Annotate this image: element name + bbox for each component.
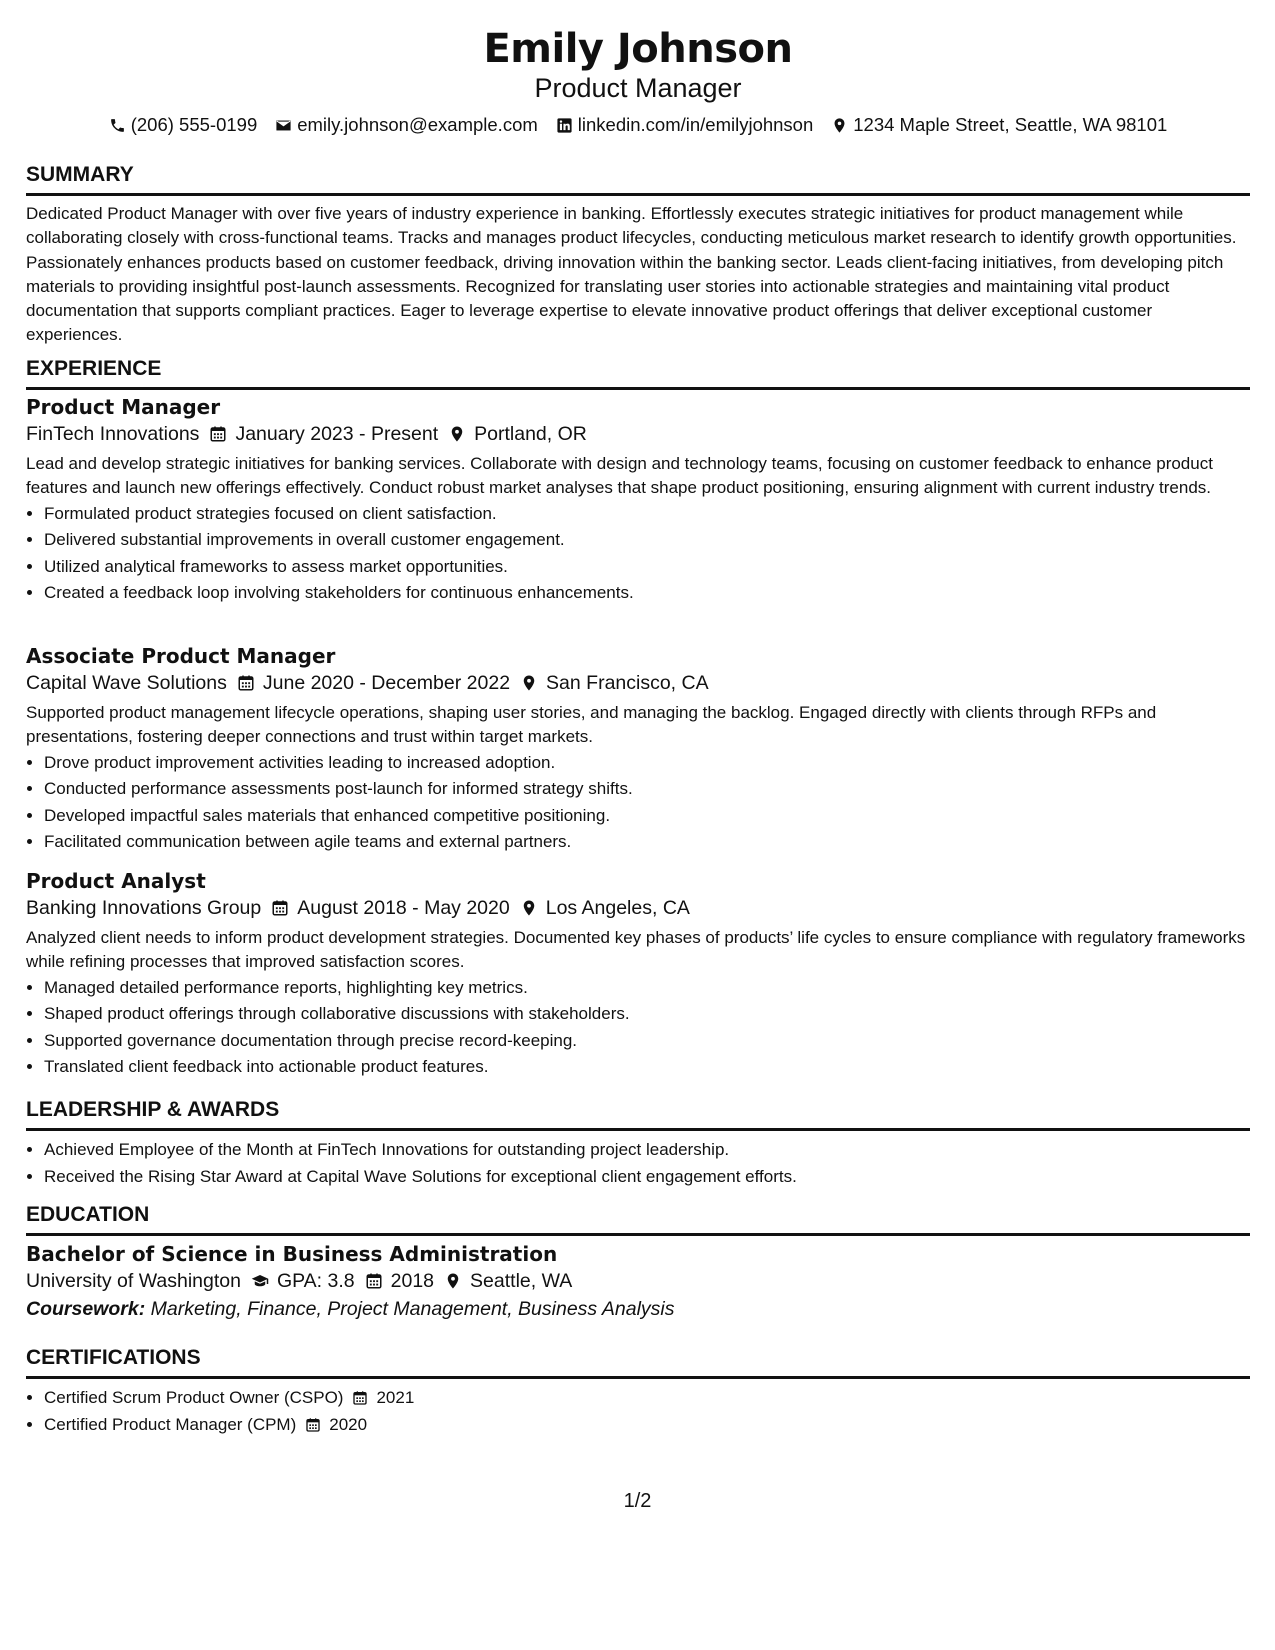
summary-text: Dedicated Product Manager with over five years of industry experience in banking. Effortlessly executes strategic initiatives for product management while collaborating closely with cross-functional teams. Tracks and manages product lifecycles, conducting meticulous market research to identify growth opportunities. Passionately enhances products based on customer feedback, driving innovation within the banking sector. Leads client-facing initiatives, from developing pitch materials to providing insightful post-launch assessments. Recognized for translating user stories into actionable strategies and maintaining vital product documentation that supports compliant practices. Eager to leverage expertise to elevate innovative product offerings that deliver exceptional customer experiences. [26,204,1237,345]
map-pin-icon [831,117,848,134]
list-item: • Facilitated communication between agile teams and external partners. [44,829,1250,856]
linkedin-icon [556,117,573,134]
envelope-icon [275,117,292,134]
list-item: • Conducted performance assessments post-launch for informed strategy shifts. [44,776,1250,803]
calendar-icon [365,1272,383,1290]
job-dates: January 2023 - Present [235,423,439,445]
map-pin-icon [520,674,538,692]
job-description: Analyzed client needs to inform product development strategies. Documented key phases of products’ life cycles to ensure compliance with regulatory frameworks while refining processes that improved satisfaction scores. [26,928,1246,972]
contact-address [831,114,1167,136]
contact-linkedin[interactable] [556,114,813,136]
job-description: Lead and develop strategic initiatives for banking services. Collaborate with design and technology teams, focusing on customer feedback to enhance product features and launch new offerings effectively. Conduct robust market analyses that shape product positioning, ensuring alignment with current industry trends. [26,454,1213,498]
calendar-icon [304,1416,321,1433]
school-location: Seattle, WA [470,1270,573,1292]
certifications-list [26,1385,1250,1438]
job-location: San Francisco, CA [546,672,709,694]
section-title-education: EDUCATION [26,1202,1250,1236]
leadership-section [26,1097,1250,1190]
linkedin-text: linkedin.com/in/emilyjohnson [577,114,814,135]
coursework-label: Coursework: [26,1298,146,1320]
job-bullets [26,501,1250,607]
company-name: Capital Wave Solutions [26,672,227,694]
map-pin-icon [448,425,466,443]
cert-year: 2021 [376,1388,415,1407]
education-section [26,1202,1250,1323]
list-item: • Delivered substantial improvements in overall customer engagement. [44,527,1250,554]
job-title: Associate Product Manager [26,644,336,668]
contact-bar [26,114,1250,136]
certifications-section [26,1345,1250,1438]
email-text: emily.johnson@example.com [297,114,538,135]
job-meta [26,669,1250,697]
list-item: • Drove product improvement activities leading to increased adoption. [44,750,1250,777]
list-item: • Supported governance documentation through precise record-keeping. [44,1028,1250,1055]
list-item: • Achieved Employee of the Month at FinTech Innovations for outstanding project leadership. [44,1137,1250,1164]
calendar-icon [237,674,255,692]
section-title-experience: EXPERIENCE [26,356,1250,390]
list-item: • Utilized analytical frameworks to assess market opportunities. [44,554,1250,581]
job-meta [26,894,1250,922]
job-location: Portland, OR [474,423,587,445]
job-location: Los Angeles, CA [545,897,690,919]
map-pin-icon [444,1272,462,1290]
job-title: Product Manager [26,395,221,419]
calendar-icon [351,1390,368,1407]
phone-icon [109,117,126,134]
map-pin-icon [520,899,538,917]
phone-text: (206) 555-0199 [130,114,258,135]
experience-section [26,356,1250,390]
candidate-role: Product Manager [534,73,742,103]
resume-header [26,26,1250,136]
job-entry [26,394,1250,607]
job-title: Product Analyst [26,869,206,893]
job-dates: June 2020 - December 2022 [262,672,511,694]
list-item [44,1385,1250,1412]
company-name: Banking Innovations Group [26,897,262,919]
section-title-certifications: CERTIFICATIONS [26,1345,1250,1379]
section-title-leadership: LEADERSHIP & AWARDS [26,1097,1250,1131]
gpa-text: GPA: 3.8 [276,1270,355,1292]
list-item: • Translated client feedback into actionable product features. [44,1054,1250,1081]
graduation-year: 2018 [390,1270,435,1292]
list-item: • Managed detailed performance reports, highlighting key metrics. [44,975,1250,1002]
list-item: • Received the Rising Star Award at Capital Wave Solutions for exceptional client engagement efforts. [44,1164,1250,1191]
list-item: • Formulated product strategies focused on client satisfaction. [44,501,1250,528]
candidate-name: Emily Johnson [483,26,793,72]
list-item: • Developed impactful sales materials that enhanced competitive positioning. [44,803,1250,830]
coursework-text: Marketing, Finance, Project Management, Business Analysis [150,1298,675,1320]
job-description: Supported product management lifecycle operations, shaping user stories, and managing the backlog. Engaged directly with clients through RFPs and presentations, fostering deeper connections and trust within target markets. [26,703,1157,747]
job-entry [26,868,1250,1081]
company-name: FinTech Innovations [26,423,200,445]
contact-email[interactable] [275,114,538,136]
cert-name: • Certified Product Manager (CPM) [44,1414,297,1434]
contact-phone[interactable] [109,114,258,136]
calendar-icon [209,425,227,443]
school-name: University of Washington [26,1270,241,1292]
job-bullets [26,750,1250,856]
coursework-line [26,1295,1250,1323]
job-bullets [26,975,1250,1081]
calendar-icon [271,899,289,917]
page-number: 1/2 [623,1490,652,1512]
list-item: • Created a feedback loop involving stakeholders for continuous enhancements. [44,580,1250,607]
list-item [44,1412,1250,1439]
job-dates: August 2018 - May 2020 [297,897,510,919]
section-title-summary: SUMMARY [26,162,1250,196]
list-item: • Shaped product offerings through collaborative discussions with stakeholders. [44,1001,1250,1028]
leadership-list [26,1137,1250,1190]
graduation-cap-icon [251,1272,269,1290]
degree-title: Bachelor of Science in Business Administration [26,1242,558,1266]
summary-section [26,162,1250,348]
education-meta [26,1267,1250,1295]
cert-name: • Certified Scrum Product Owner (CSPO) [44,1388,344,1407]
cert-year: 2020 [329,1414,368,1434]
job-entry [26,643,1250,856]
job-meta [26,420,1250,448]
address-text: 1234 Maple Street, Seattle, WA 98101 [853,114,1168,135]
